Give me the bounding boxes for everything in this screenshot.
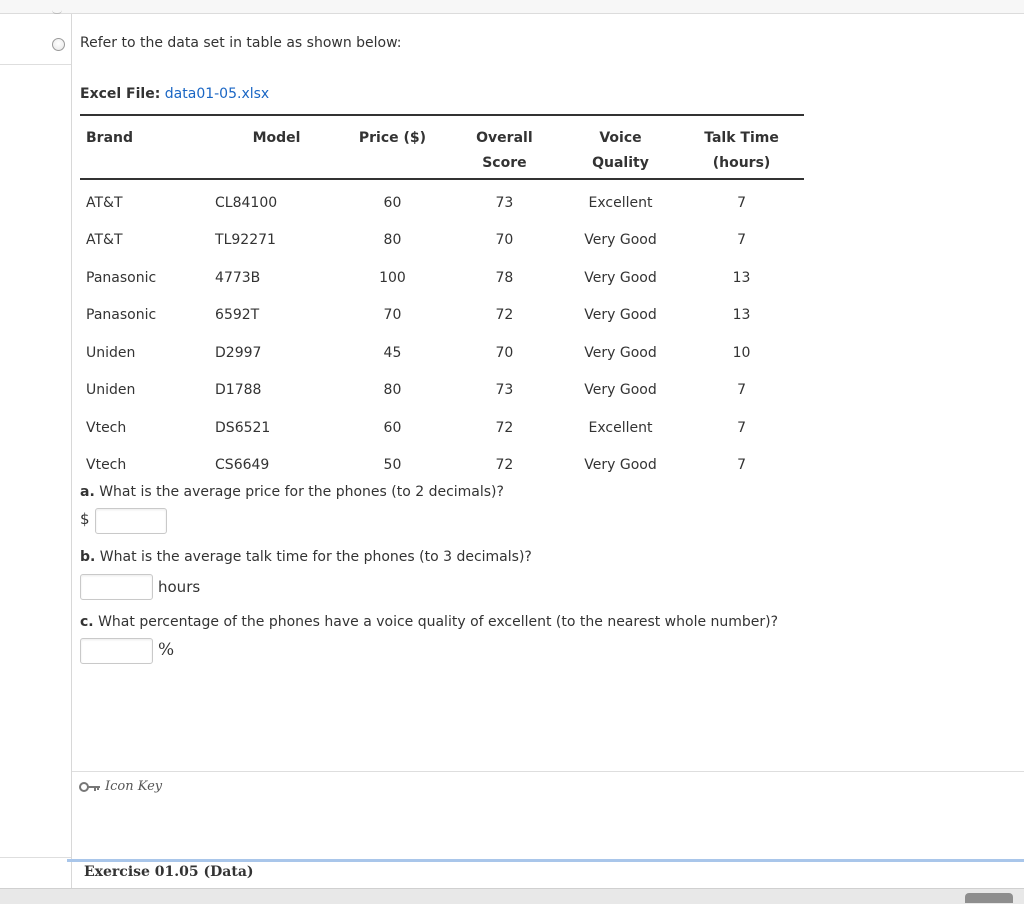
cell-talk-time: 13 [732,307,751,324]
cell-voice: Very Good [584,307,657,324]
cell-price: 60 [383,194,402,211]
table-row [80,222,804,260]
table-row [80,179,804,222]
table-row [80,297,804,335]
cell-model: 4773B [215,269,261,286]
cell-score: 78 [495,269,514,286]
cell-score: 70 [495,232,514,249]
cell-voice: Very Good [584,269,657,286]
cell-score: 70 [495,344,514,361]
cell-brand: Vtech [86,419,127,436]
question-a [80,484,504,500]
header-overall-score: Overall Score [476,130,533,171]
table-header-row [80,115,804,179]
excel-file-label: Excel File: [80,86,161,102]
cell-brand: AT&T [86,232,123,249]
cell-brand: AT&T [86,194,123,211]
cell-talk-time: 10 [732,344,751,361]
cell-score: 72 [495,457,514,474]
cell-model: DS6521 [215,419,271,436]
cell-brand: Uniden [86,382,136,399]
cell-score: 73 [495,194,514,211]
question-c-text: What percentage of the phones have a voice quality of excellent (to the nearest whole number)? [98,614,779,630]
question-a-text: What is the average price for the phones (to 2 decimals)? [99,484,504,500]
cell-voice: Very Good [584,382,657,399]
top-mark [52,10,62,14]
table-row [80,409,804,447]
cell-talk-time: 13 [732,269,751,286]
cell-price: 70 [383,307,402,324]
header-model: Model [252,130,301,146]
percent-suffix: % [158,640,175,660]
average-talk-time-input[interactable] [80,574,153,600]
cell-brand: Panasonic [86,269,157,286]
cell-brand: Panasonic [86,307,157,324]
header-brand: Brand [86,130,134,146]
key-icon [79,781,101,793]
cell-model: D1788 [215,382,262,399]
table-row [80,259,804,297]
cell-talk-time: 7 [737,194,746,211]
cell-brand: Vtech [86,457,127,474]
question-b-label: b. [80,549,96,565]
cell-price: 80 [383,382,402,399]
question-c-label: c. [80,614,94,630]
cell-model: CS6649 [215,457,270,474]
table-row [80,334,804,372]
cell-talk-time: 7 [737,382,746,399]
section-divider [72,771,1024,772]
cell-score: 72 [495,307,514,324]
cell-model: D2997 [215,344,262,361]
phones-table [80,114,804,484]
question-radio-button[interactable] [52,38,65,51]
header-voice-quality: Voice Quality [592,130,649,171]
icon-key-label: Icon Key [105,779,163,794]
question-b-text: What is the average talk time for the phones (to 3 decimals)? [99,549,532,565]
exercise-title: Exercise 01.05 (Data) [84,864,254,880]
cell-brand: Uniden [86,344,136,361]
cell-talk-time: 7 [737,457,746,474]
content-left-border [71,14,72,889]
question-b [80,549,532,565]
cell-talk-time: 7 [737,419,746,436]
header-talk-time: Talk Time (hours) [704,130,779,171]
cell-price: 60 [383,419,402,436]
average-price-input[interactable] [95,508,167,534]
table-row [80,447,804,485]
excel-file-link[interactable]: data01-05.xlsx [164,86,270,102]
cell-price: 50 [383,457,402,474]
cell-score: 73 [495,382,514,399]
excellent-percentage-input[interactable] [80,638,153,664]
cell-voice: Very Good [584,232,657,249]
cell-price: 80 [383,232,402,249]
cell-voice: Very Good [584,457,657,474]
cell-price: 100 [379,269,406,286]
question-intro: Refer to the data set in table as shown below: [80,35,402,51]
question-c [80,614,778,630]
top-bar [0,0,1024,14]
cell-talk-time: 7 [737,232,746,249]
icon-key[interactable] [79,779,162,794]
cell-model: CL84100 [215,194,278,211]
table-row [80,372,804,410]
exercise-divider [67,859,1024,862]
cell-score: 72 [495,419,514,436]
bottom-bar [0,888,1024,904]
cell-price: 45 [383,344,402,361]
left-divider-bottom [0,857,72,858]
cell-voice: Very Good [584,344,657,361]
cell-voice: Excellent [588,194,653,211]
excel-file-line [80,86,269,102]
scrollbar-thumb[interactable] [965,893,1013,903]
dollar-prefix: $ [80,510,90,528]
question-a-label: a. [80,484,95,500]
hours-suffix: hours [158,578,201,596]
cell-voice: Excellent [588,419,653,436]
cell-model: TL92271 [215,232,276,249]
cell-model: 6592T [215,307,260,324]
header-price: Price ($) [358,130,427,146]
left-divider-top [0,64,72,65]
